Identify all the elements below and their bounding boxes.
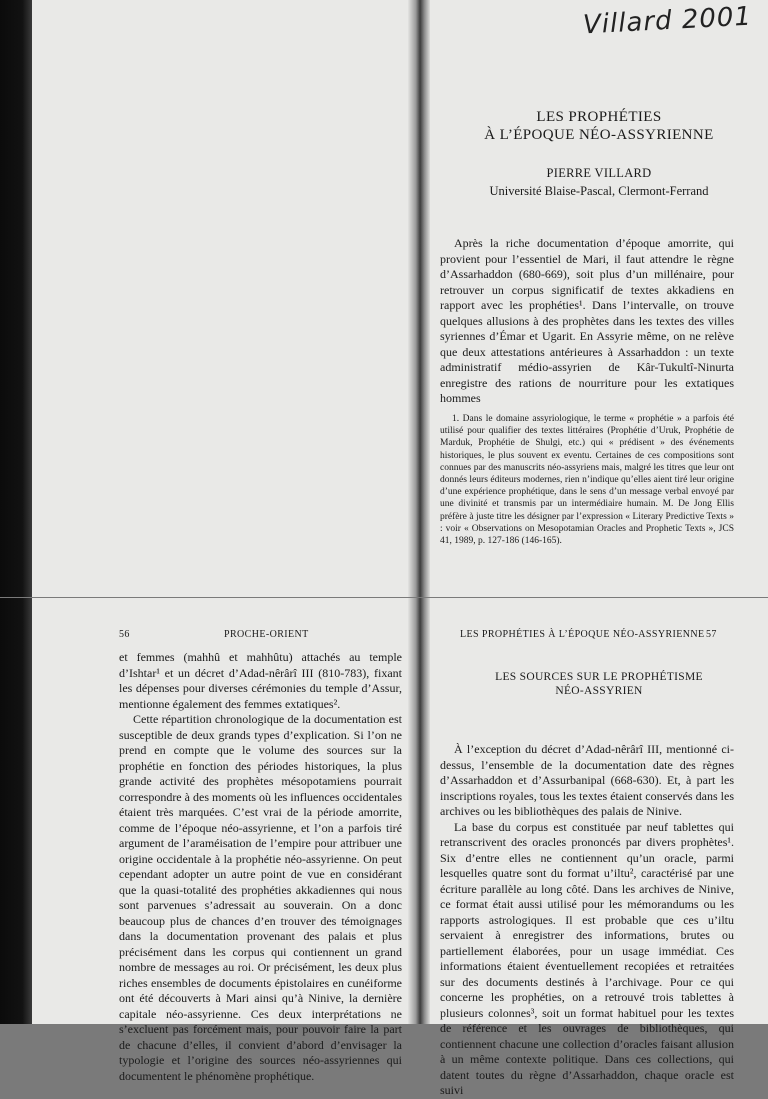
article-title-line-2: À L’ÉPOQUE NÉO-ASSYRIENNE [484, 127, 714, 143]
footnote: 1. Dans le domaine assyriologique, le terme « prophétie » a parfois été utilisé pour qualifier des textes littéraires (Prophétie d’Uruk, Prophétie de Marduk, Prophétie de Shulgi, etc.) qui « prédisent » des événements historiques, le plus souvent ex eventu. Certaines de ces compositions sont connues par des manuscrits néo-assyriens mais, malgré les titres que leur ont donnés leurs éditeurs modernes, rien n’indique qu’elles aient tiré leur origine d’une expérience prophétique, dans le sens d’un message verbal envoyé par une divinité et transmis par un intermédiaire humain. M. De Jong Ellis préfère à juste titre les désigner par l’expression « Literary Predictive Texts » : voir « Observations on Mesopotamian Oracles and Prophetic Texts », JCS 41, 1989, p. 127-186 (146-165). [440, 414, 734, 547]
paragraph: À l’exception du décret d’Adad-nêrârî III, mentionné ci-dessus, l’ensemble de la documentation date des règnes d’Assarhaddon et d’Assurbanipal (668-630). Et, à part les inscriptions royales, tous les textes étaient conservés dans les archives ou les bibliothèques des palais de Ninive. [440, 742, 734, 818]
book-gutter-shadow [408, 0, 430, 597]
scan-edge-shadow [0, 598, 32, 1024]
author-name: PIERRE VILLARD [546, 166, 652, 180]
intro-text [440, 236, 734, 407]
page-57 [430, 598, 768, 1097]
section-title-line-2: NÉO-ASSYRIEN [555, 685, 643, 697]
section-title-line-1: LES SOURCES SUR LE PROPHÉTISME [495, 671, 703, 683]
paragraph: La base du corpus est constituée par neuf tablettes qui retranscrivent des oracles prononcés par divers prophètes¹. Six d’entre elles ne contiennent qu’un oracle, parmi lesquelles quatre sont du format u’iltu², caractérisé par une écriture parallèle au long côté. Dans les archives de Ninive, ce format était aussi utilisé pour les mémorandums ou les rapports astrologiques. Il est probable que ces u’iltu servaient à enregistrer des informations, brutes ou partiellement élaborées, pour un usage immédiat. Ces informations étaient éventuellement recopiées et retraitées sur des documents destinés à l’archivage. Pour ce qui concerne les prophéties, on a retrouvé trois tablettes à plusieurs colonnes³, soit un format habituel pour les textes de référence et les ouvrages de bibliothèques, qui contiennent chacune une collection d’oracles faisant allusion à un même contexte politique. Dans ces collections, qui datent toutes du règne d’Assarhaddon, chaque oracle est suivi [440, 819, 734, 1097]
bottom-scan-spread [0, 598, 768, 1097]
article-title-line-1: LES PROPHÉTIES [536, 109, 662, 125]
section-title [430, 670, 768, 698]
intro-paragraph: Après la riche documentation d’époque amorrite, qui provient pour l’essentiel de Mari, il faut attendre le règne d’Assarhaddon (680-669), soit plus d’un millénaire, pour retrouver un corpus significatif de textes akkadiens en rapport avec les prophéties¹. Dans l’intervalle, on trouve quelques allusions à des prophètes dans les textes des villes syriennes d’Émar et Ugarit. En Assyrie même, on ne relève que deux attestations antérieures à Assarhaddon : un texte administratif médio-assyrien de Kâr-Tukultî-Ninurta enregistre des rations de nourriture pour les extatiques hommes [440, 236, 734, 405]
blank-left-page [34, 0, 408, 597]
paragraph: et femmes (mahhû et mahhûtu) attachés au temple d’Ishtar¹ et un décret d’Adad-nêrârî III (810-783), fixant les dépenses pour diverses cérémonies du temple d’Assur, mentionne également des femmes extatiques². [119, 650, 402, 711]
book-gutter-shadow [408, 598, 430, 1024]
page-57-body [440, 742, 734, 1099]
page-56 [34, 598, 408, 1083]
scan-edge-shadow [0, 0, 32, 597]
author-affiliation: Université Blaise-Pascal, Clermont-Ferrand [489, 184, 709, 198]
handwritten-annotation: Villard 2001 [582, 1, 753, 41]
page-56-body [119, 650, 402, 1084]
running-head: PROCHE-ORIENT [224, 629, 309, 640]
paragraph: Cette répartition chronologique de la documentation est susceptible de deux grands types d’explication. Si l’on ne prend en compte que le volume des sources sur la prophétie en fonction des périodes historiques, la plus grande activité des prophètes mésopotamiens pourrait correspondre à des moments où les influences occidentales étaient très marquées. C’est vrai de la période amorrite, comme de l’époque néo-assyrienne, et l’on a parfois tiré argument de l’araméisation de l’empire pour attribuer une origine occidentale à la prophétie néo-assyrienne. On peut cependant adopter un autre point de vue en considérant que la quasi-totalité des prophéties akkadiennes qui nous sont parvenues s’adressait au souverain. On a donc beaucoup plus de chances d’en trouver des témoignages dans la documentation provenant des palais et plus précisément dans les corpus qui contiennent un grand nombre de messages au roi. Or précisément, les deux plus riches ensembles de documents épistolaires en cunéiforme ont été découverts à Mari ainsi qu’à Ninive, la dernière capitale néo-assyrienne. Ces deux interprétations ne s’excluent pas forcément mais, pour pouvoir faire la part de chacune d’elles, il convient d’abord d’envisager la typologie et l’origine des sources néo-assyriennes qui documentent le phénomène prophétique. [119, 712, 402, 1083]
page-number: 56 [119, 629, 130, 640]
article-title [430, 108, 768, 144]
article-title-page [430, 0, 768, 597]
page-number: 57 [706, 629, 717, 640]
running-head: LES PROPHÉTIES À L’ÉPOQUE NÉO-ASSYRIENNE [460, 629, 705, 640]
